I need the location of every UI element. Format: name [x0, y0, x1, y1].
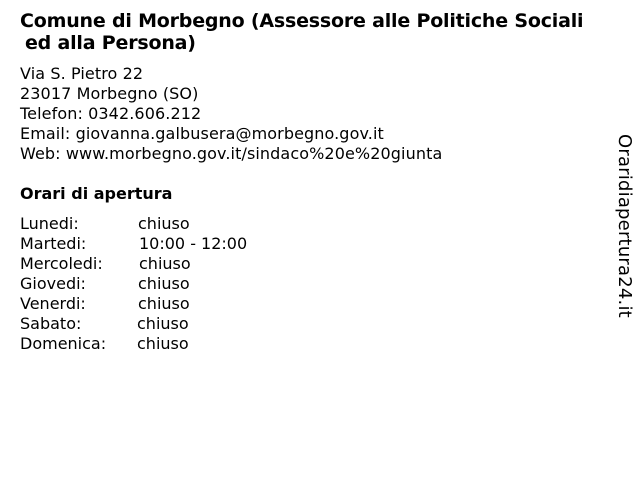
city-address: 23017 Morbegno (SO): [20, 84, 199, 103]
day-label: Domenica:: [20, 334, 107, 353]
page-title: [20, 10, 620, 54]
day-label: Mercoledi:: [20, 254, 103, 273]
day-hours: chiuso: [137, 334, 189, 353]
street-address: Via S. Pietro 22: [20, 64, 144, 83]
day-hours: chiuso: [138, 294, 190, 313]
day-hours: chiuso: [138, 214, 190, 233]
phone-number: Telefon: 0342.606.212: [20, 104, 202, 123]
website-address: Web: www.morbegno.gov.it/sindaco%20e%20giunta: [20, 144, 443, 163]
day-hours: 10:00 - 12:00: [139, 234, 248, 253]
day-hours: chiuso: [138, 274, 190, 293]
page-title-line-2: ed alla Persona): [25, 32, 196, 54]
day-hours: chiuso: [139, 254, 191, 273]
day-label: Sabato:: [20, 314, 82, 333]
day-label: Martedi:: [20, 234, 87, 253]
opening-hours-heading: Orari di apertura: [20, 184, 173, 203]
email-address: Email: giovanna.galbusera@morbegno.gov.it: [20, 124, 384, 143]
day-label: Lunedi:: [20, 214, 79, 233]
site-brand-vertical: Oraridiapertura24.it: [614, 134, 635, 318]
day-label: Venerdi:: [20, 294, 86, 313]
day-label: Giovedi:: [20, 274, 86, 293]
day-hours: chiuso: [137, 314, 189, 333]
contact-block: [20, 64, 442, 164]
page-title-line-1: Comune di Morbegno (Assessore alle Politiche Sociali: [20, 10, 584, 32]
